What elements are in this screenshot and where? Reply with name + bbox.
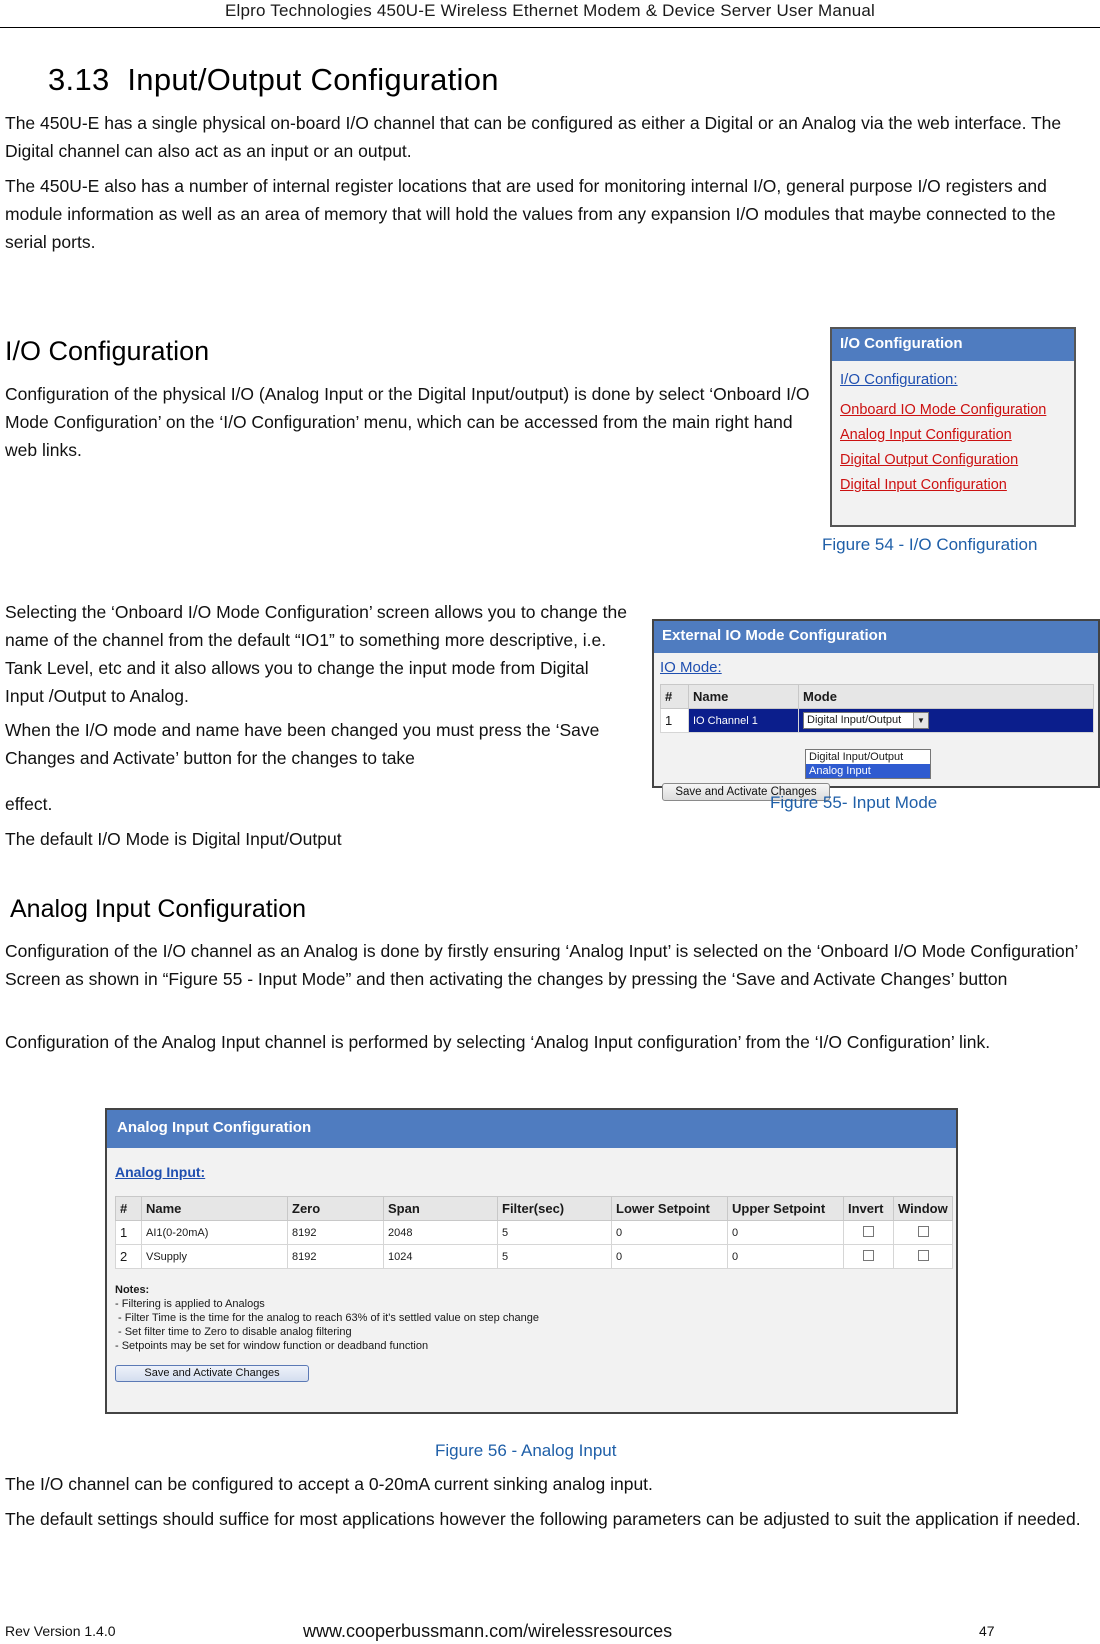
row-num: 2 <box>116 1245 142 1269</box>
table-row <box>116 1221 953 1245</box>
window-checkbox[interactable] <box>918 1226 929 1237</box>
span-input[interactable]: 2048 <box>384 1221 498 1245</box>
col-header: Filter(sec) <box>498 1197 612 1221</box>
save-activate-button[interactable]: Save and Activate Changes <box>662 783 830 801</box>
lower-setpoint-input[interactable]: 0 <box>612 1245 728 1269</box>
row-num: 1 <box>116 1221 142 1245</box>
col-header: Span <box>384 1197 498 1221</box>
note-item: - Filtering is applied to Analogs <box>115 1298 265 1310</box>
col-header: Name <box>142 1197 288 1221</box>
io-config-heading: I/O Configuration <box>5 336 210 366</box>
span-input[interactable]: 1024 <box>384 1245 498 1269</box>
mode-paragraph-2-end: effect. <box>5 794 53 814</box>
col-header: # <box>116 1197 142 1221</box>
section-number: 3.13 <box>48 62 110 97</box>
footer-page-number: 47 <box>979 1623 995 1639</box>
filter-input[interactable]: 5 <box>498 1221 612 1245</box>
mode-select-value: Digital Input/Output <box>807 714 902 726</box>
mode-select[interactable] <box>803 712 929 729</box>
analog-paragraph-2: Configuration of the Analog Input channel is performed by selecting ‘Analog Input configuration’ from the ‘I/O Configuration’ link. <box>5 1032 991 1052</box>
page-header: Elpro Technologies 450U-E Wireless Ethernet Modem & Device Server User Manual <box>0 0 1100 28</box>
figure-54-caption: Figure 54 - I/O Configuration <box>822 535 1038 554</box>
figure-56-caption: Figure 56 - Analog Input <box>435 1441 617 1460</box>
lower-setpoint-input[interactable]: 0 <box>612 1221 728 1245</box>
mode-dropdown-list <box>805 749 931 779</box>
upper-setpoint-input[interactable]: 0 <box>728 1245 844 1269</box>
io-config-subtitle-link[interactable]: I/O Configuration: <box>840 371 958 388</box>
note-item: - Filter Time is the time for the analog to reach 63% of it's settled value on step change <box>118 1312 539 1324</box>
footer-rev: Rev Version 1.4.0 <box>5 1623 116 1639</box>
io-mode-panel-title: External IO Mode Configuration <box>654 621 1098 653</box>
link-digital-output-config[interactable]: Digital Output Configuration <box>840 452 1019 468</box>
zero-input[interactable]: 8192 <box>288 1221 384 1245</box>
analog-notes <box>115 1283 948 1353</box>
section-title-text: Input/Output Configuration <box>127 62 499 97</box>
footer-url[interactable]: www.cooperbussmann.com/wirelessresources <box>303 1621 673 1641</box>
io-config-figure <box>830 327 1076 527</box>
name-input[interactable]: AI1(0-20mA) <box>142 1221 288 1245</box>
invert-checkbox[interactable] <box>863 1250 874 1261</box>
col-header-mode: Mode <box>799 685 1094 709</box>
col-header: Upper Setpoint <box>728 1197 844 1221</box>
window-checkbox[interactable] <box>918 1250 929 1261</box>
io-config-paragraph: Configuration of the physical I/O (Analog Input or the Digital Input/output) is done by select ‘Onboard I/O Mode Configuration’ on the ‘I/O Configuration’ menu, which can be accessed from the main right hand web links. <box>5 384 810 460</box>
invert-checkbox[interactable] <box>863 1226 874 1237</box>
col-header: Window <box>894 1197 953 1221</box>
link-onboard-io-mode[interactable]: Onboard IO Mode Configuration <box>840 402 1047 418</box>
col-header: Lower Setpoint <box>612 1197 728 1221</box>
col-header-num: # <box>661 685 689 709</box>
io-mode-subtitle-link[interactable]: IO Mode: <box>660 659 722 676</box>
link-analog-input-config[interactable]: Analog Input Configuration <box>840 427 1012 443</box>
figure-55-caption: Figure 55- Input Mode <box>770 793 938 812</box>
name-input[interactable]: VSupply <box>142 1245 288 1269</box>
table-row <box>116 1245 953 1269</box>
link-digital-input-config[interactable]: Digital Input Configuration <box>840 477 1007 493</box>
section-title <box>48 62 499 98</box>
zero-input[interactable]: 8192 <box>288 1245 384 1269</box>
analog-paragraph-1: Configuration of the I/O channel as an Analog is done by firstly ensuring ‘Analog Input’ is selected on the ‘Onboard I/O Mode Configuration’ Screen as shown in “Figure 55 - Input Mode” and then activating the changes by pressing the ‘Save and Activate Changes’ button <box>5 941 1078 989</box>
io-mode-table <box>660 684 1094 733</box>
mode-paragraph-2: When the I/O mode and name have been changed you must press the ‘Save Changes and Activate’ button for the changes to take <box>5 720 600 768</box>
analog-subtitle-link[interactable]: Analog Input: <box>115 1164 206 1180</box>
note-item: - Setpoints may be set for window function or deadband function <box>115 1340 429 1352</box>
mode-paragraph-1: Selecting the ‘Onboard I/O Mode Configuration’ screen allows you to change the name of the channel from the default “IO1” to something more descriptive, i.e. Tank Level, etc and it also allows you to change the input mode from Digital Input /Output to Analog. <box>5 602 627 706</box>
analog-heading: Analog Input Configuration <box>10 895 307 923</box>
col-header: Invert <box>844 1197 894 1221</box>
filter-input[interactable]: 5 <box>498 1245 612 1269</box>
row-num: 1 <box>661 709 689 733</box>
channel-name-input[interactable]: IO Channel 1 <box>689 709 799 733</box>
notes-title: Notes: <box>115 1284 150 1296</box>
mode-paragraph-3: The default I/O Mode is Digital Input/Output <box>5 829 342 849</box>
upper-setpoint-input[interactable]: 0 <box>728 1221 844 1245</box>
mode-option-digital[interactable]: Digital Input/Output <box>809 751 904 763</box>
analog-paragraph-3: The I/O channel can be configured to accept a 0-20mA current sinking analog input. <box>5 1474 653 1494</box>
intro-paragraph-1: The 450U-E has a single physical on-board I/O channel that can be configured as either a Digital or an Analog via the web interface. The Digital channel can also act as an input or an output. <box>5 113 1062 161</box>
intro-paragraph-2: The 450U-E also has a number of internal register locations that are used for monitoring internal I/O, general purpose I/O registers and module information as well as an area of memory that will hold the values from any expansion I/O modules that maybe connected to the serial ports. <box>5 176 1056 252</box>
analog-save-activate-button[interactable]: Save and Activate Changes <box>115 1365 309 1382</box>
analog-table <box>115 1196 953 1269</box>
io-mode-figure <box>652 619 1100 798</box>
analog-input-figure <box>105 1108 958 1414</box>
col-header: Zero <box>288 1197 384 1221</box>
analog-paragraph-4: The default settings should suffice for most applications however the following parameters can be adjusted to suit the application if needed. <box>5 1509 1081 1529</box>
table-row <box>661 709 1094 733</box>
col-header-name: Name <box>689 685 799 709</box>
chevron-down-icon[interactable]: ▼ <box>913 713 928 728</box>
note-item: - Set filter time to Zero to disable analog filtering <box>118 1326 352 1338</box>
analog-panel-title: Analog Input Configuration <box>107 1110 956 1148</box>
io-config-panel-title: I/O Configuration <box>832 329 1074 361</box>
mode-option-analog[interactable]: Analog Input <box>806 764 930 778</box>
